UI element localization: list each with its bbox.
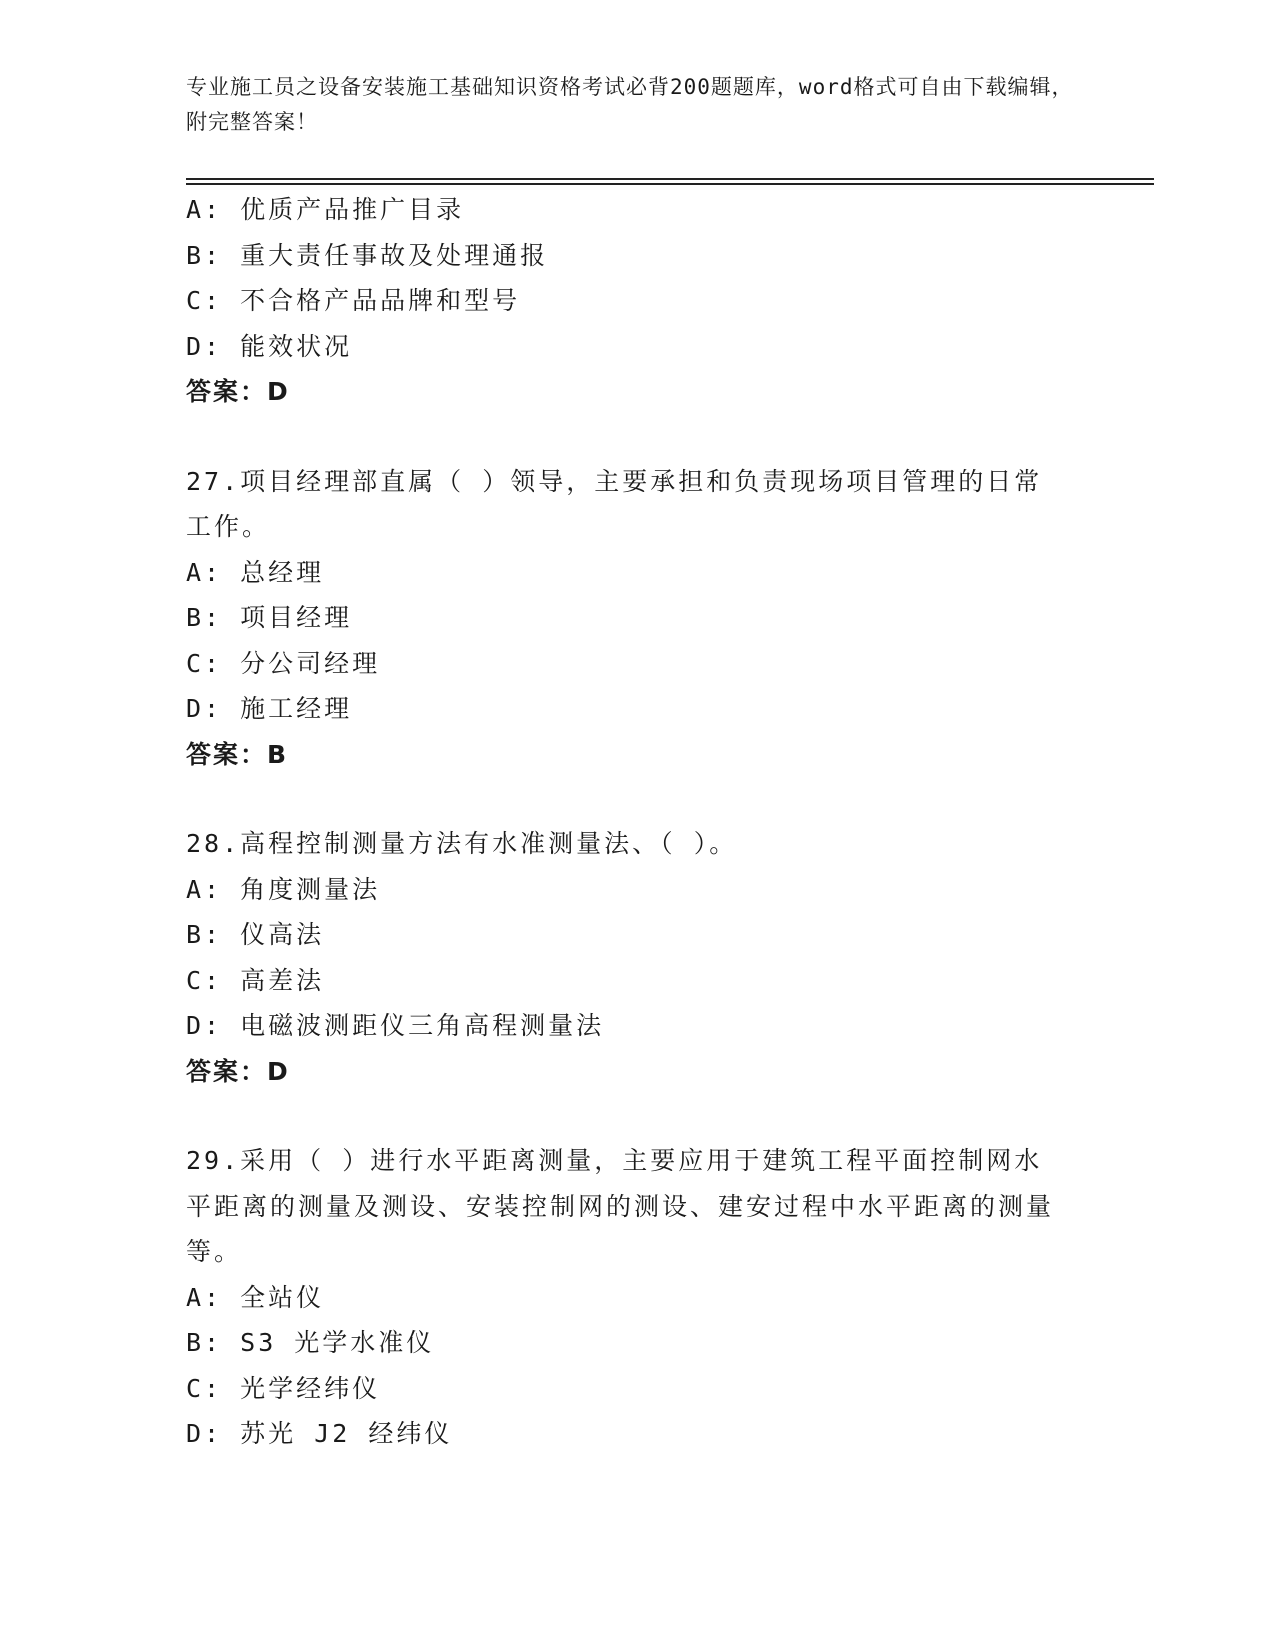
question-text: 27.项目经理部直属（ ）领导，主要承担和负责现场项目管理的日常工作。	[186, 466, 1043, 541]
option-d: D: 施工经理	[186, 694, 353, 723]
document-body	[186, 187, 1066, 1457]
option-d: D: 苏光 J2 经纬仪	[186, 1419, 453, 1448]
question-28-block	[186, 821, 1066, 1094]
option-a: A: 优质产品推广目录	[186, 195, 465, 224]
spacer	[186, 777, 1066, 821]
spacer	[186, 415, 1066, 459]
spacer	[186, 1094, 1066, 1138]
option-b: B: 重大责任事故及处理通报	[186, 240, 549, 270]
option-b: B: 仪高法	[186, 920, 325, 949]
option-b: B: 项目经理	[186, 603, 353, 632]
answer: 答案：D	[186, 1056, 290, 1086]
option-b: B: S3 光学水准仪	[186, 1328, 435, 1357]
answer: 答案：B	[186, 739, 289, 769]
header-divider-bottom	[186, 183, 1154, 185]
option-c: C: 分公司经理	[186, 648, 381, 678]
option-a: A: 全站仪	[186, 1282, 325, 1312]
question-26-block	[186, 187, 1066, 415]
answer: 答案：D	[186, 377, 290, 406]
option-a: A: 角度测量法	[186, 874, 381, 904]
header-divider-top	[186, 178, 1154, 180]
option-c: C: 高差法	[186, 965, 325, 995]
question-27-block	[186, 459, 1066, 778]
option-c: C: 不合格产品品牌和型号	[186, 286, 521, 315]
question-text: 28.高程控制测量方法有水准测量法、（ ）。	[186, 829, 738, 858]
question-29-block	[186, 1138, 1066, 1457]
question-text: 29.采用（ ）进行水平距离测量，主要应用于建筑工程平面控制网水平距离的测量及测设、安装控制网的测设、建安过程中水平距离的测量等。	[186, 1146, 1055, 1266]
option-d: D: 能效状况	[186, 331, 353, 361]
document-header	[186, 70, 1076, 140]
option-d: D: 电磁波测距仪三角高程测量法	[186, 1011, 605, 1040]
option-a: A: 总经理	[186, 557, 325, 587]
option-c: C: 光学经纬仪	[186, 1373, 381, 1403]
document-title: 专业施工员之设备安装施工基础知识资格考试必背200题题库，word格式可自由下载编辑，附完整答案！	[186, 75, 1074, 134]
